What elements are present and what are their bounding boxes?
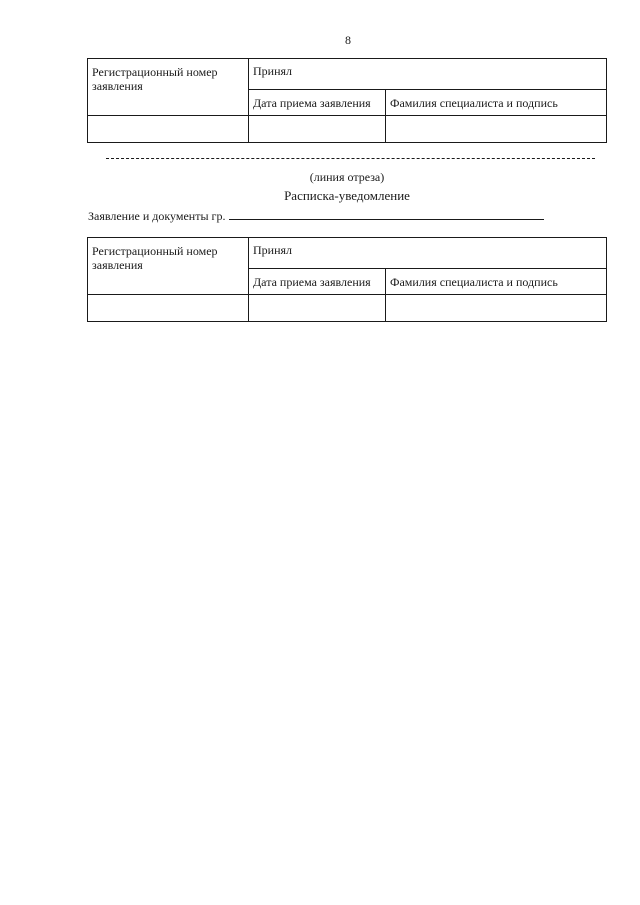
registration-table-top xyxy=(87,58,607,143)
registration-table-bottom xyxy=(87,237,607,322)
table-row xyxy=(88,116,607,143)
specialist-cell xyxy=(386,116,607,143)
date-cell xyxy=(249,116,386,143)
table-header-row xyxy=(88,238,607,269)
date-cell xyxy=(249,295,386,322)
accepted-header: Принял xyxy=(249,59,607,90)
specialist-cell xyxy=(386,295,607,322)
cut-line xyxy=(106,158,595,159)
specialist-header: Фамилия специалиста и подпись xyxy=(386,269,607,295)
table-row xyxy=(88,295,607,322)
table-header-row xyxy=(88,59,607,90)
docs-line xyxy=(88,207,544,224)
reg-number-header: Регистрационный номер заявления xyxy=(88,59,249,116)
page-number: 8 xyxy=(345,33,351,47)
accepted-header: Принял xyxy=(249,238,607,269)
docs-fill-line xyxy=(229,207,544,220)
specialist-header: Фамилия специалиста и подпись xyxy=(386,90,607,116)
date-header: Дата приема заявления xyxy=(249,269,386,295)
date-header: Дата приема заявления xyxy=(249,90,386,116)
cut-caption: (линия отреза) xyxy=(309,170,385,184)
receipt-title: Расписка-уведомление xyxy=(284,188,410,203)
reg-number-header: Регистрационный номер заявления xyxy=(88,238,249,295)
reg-number-cell xyxy=(88,116,249,143)
reg-number-cell xyxy=(88,295,249,322)
docs-label: Заявление и документы гр. xyxy=(88,209,226,223)
